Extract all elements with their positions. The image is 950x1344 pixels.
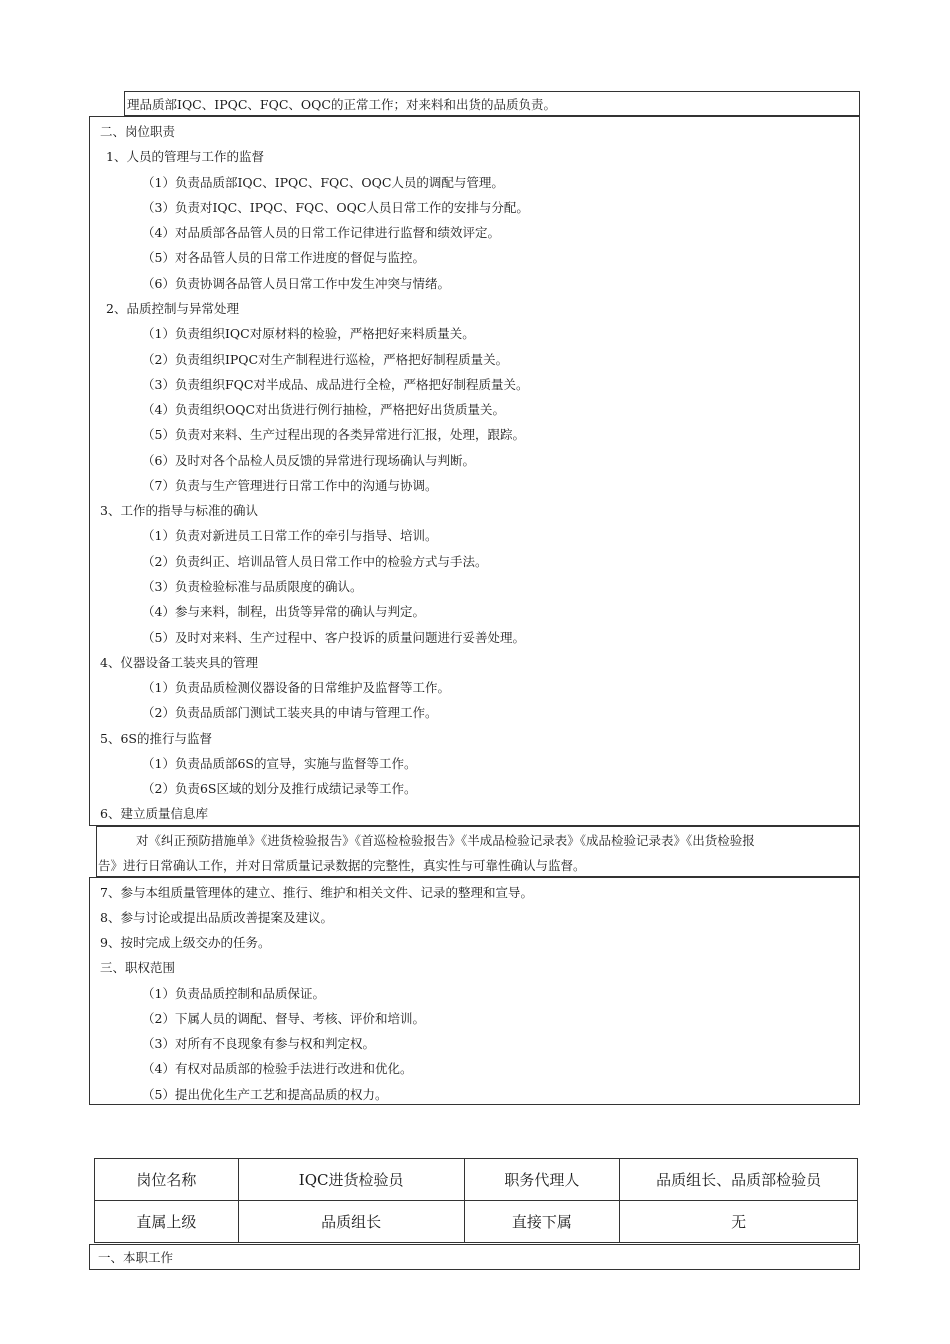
intro-line: 理品质部IQC、IPQC、FQC、OQC的正常工作；对来料和出货的品质负责。	[127, 97, 556, 112]
list-item: （5）对各品管人员的日常工作进度的督促与监控。	[142, 250, 425, 265]
group-title: 1、人员的管理与工作的监督	[106, 149, 264, 164]
list-item: （1）负责品质部IQC、IPQC、FQC、OQC人员的调配与管理。	[142, 175, 504, 190]
list-item: （5）及时对来料、生产过程中、客户投诉的质量问题进行妥善处理。	[142, 630, 525, 645]
table-cell: IQC进货检验员	[238, 1159, 464, 1201]
list-item: （2）负责6S区域的划分及推行成绩记录等工作。	[142, 781, 417, 796]
section-title-duties: 二、岗位职责	[100, 124, 176, 139]
section-title-job: 一、本职工作	[98, 1250, 174, 1265]
list-item: （3）负责对IQC、IPQC、FQC、OQC人员日常工作的安排与分配。	[142, 200, 529, 215]
list-item: 9、按时完成上级交办的任务。	[100, 935, 271, 950]
group-title: 3、工作的指导与标准的确认	[100, 503, 258, 518]
table-cell: 职务代理人	[464, 1159, 620, 1201]
list-item: （3）负责组织FQC对半成品、成品进行全检，严格把好制程质量关。	[142, 377, 529, 392]
job-section-box	[89, 1244, 860, 1270]
list-item: （2）负责纠正、培训品管人员日常工作中的检验方式与手法。	[142, 554, 488, 569]
list-item: 8、参与讨论或提出品质改善提案及建议。	[100, 910, 333, 925]
list-item: （1）负责品质检测仪器设备的日常维护及监督等工作。	[142, 680, 450, 695]
table-row	[95, 1159, 858, 1201]
list-item: （6）负责协调各品管人员日常工作中发生冲突与情绪。	[142, 276, 450, 291]
list-item: （5）负责对来料、生产过程出现的各类异常进行汇报，处理，跟踪。	[142, 427, 525, 442]
table-cell: 品质组长、品质部检验员	[620, 1159, 858, 1201]
list-item: （3）对所有不良现象有参与权和判定权。	[142, 1036, 375, 1051]
group-title: 2、品质控制与异常处理	[106, 301, 239, 316]
list-item: （1）负责组织IQC对原材料的检验，严格把好来料质量关。	[142, 326, 475, 341]
list-item: （1）负责品质部6S的宣导，实施与监督等工作。	[142, 756, 417, 771]
list-item: （3）负责检验标准与品质限度的确认。	[142, 579, 363, 594]
list-item: 7、参与本组质量管理体的建立、推行、维护和相关文件、记录的整理和宣导。	[100, 885, 533, 900]
position-info-table	[94, 1158, 858, 1243]
item6-text-line1: 对《纠正预防措施单》《进货检验报告》《首巡检检验报告》《半成品检验记录表》《成品检验记录表》《出货检验报	[136, 833, 755, 848]
list-item: （2）下属人员的调配、督导、考核、评价和培训。	[142, 1011, 425, 1026]
group-title: 4、仪器设备工装夹具的管理	[100, 655, 258, 670]
list-item: （4）参与来料，制程，出货等异常的确认与判定。	[142, 604, 425, 619]
table-row	[95, 1201, 858, 1243]
list-item: （7）负责与生产管理进行日常工作中的沟通与协调。	[142, 478, 438, 493]
table-cell: 直接下属	[464, 1201, 620, 1243]
group-title: 6、建立质量信息库	[100, 806, 208, 821]
list-item: （6）及时对各个品检人员反馈的异常进行现场确认与判断。	[142, 453, 475, 468]
group-title: 5、6S的推行与监督	[100, 731, 212, 746]
intro-box	[124, 91, 860, 116]
table-cell: 品质组长	[238, 1201, 464, 1243]
list-item: （2）负责品质部门测试工装夹具的申请与管理工作。	[142, 705, 438, 720]
list-item: （4）对品质部各品管人员的日常工作记律进行监督和绩效评定。	[142, 225, 500, 240]
table-cell: 直属上级	[95, 1201, 239, 1243]
list-item: （1）负责品质控制和品质保证。	[142, 986, 325, 1001]
item6-text-line2: 告》进行日常确认工作，并对日常质量记录数据的完整性，真实性与可靠性确认与监督。	[98, 858, 586, 873]
table-cell: 无	[620, 1201, 858, 1243]
list-item: （2）负责组织IPQC对生产制程进行巡检，严格把好制程质量关。	[142, 352, 509, 367]
list-item: （5）提出优化生产工艺和提高品质的权力。	[142, 1087, 388, 1102]
list-item: （4）负责组织OQC对出货进行例行抽检，严格把好出货质量关。	[142, 402, 506, 417]
section-title-authority: 三、职权范围	[100, 960, 176, 975]
list-item: （4）有权对品质部的检验手法进行改进和优化。	[142, 1061, 413, 1076]
item6-box	[96, 826, 860, 877]
list-item: （1）负责对新进员工日常工作的牵引与指导、培训。	[142, 528, 438, 543]
table-cell: 岗位名称	[95, 1159, 239, 1201]
